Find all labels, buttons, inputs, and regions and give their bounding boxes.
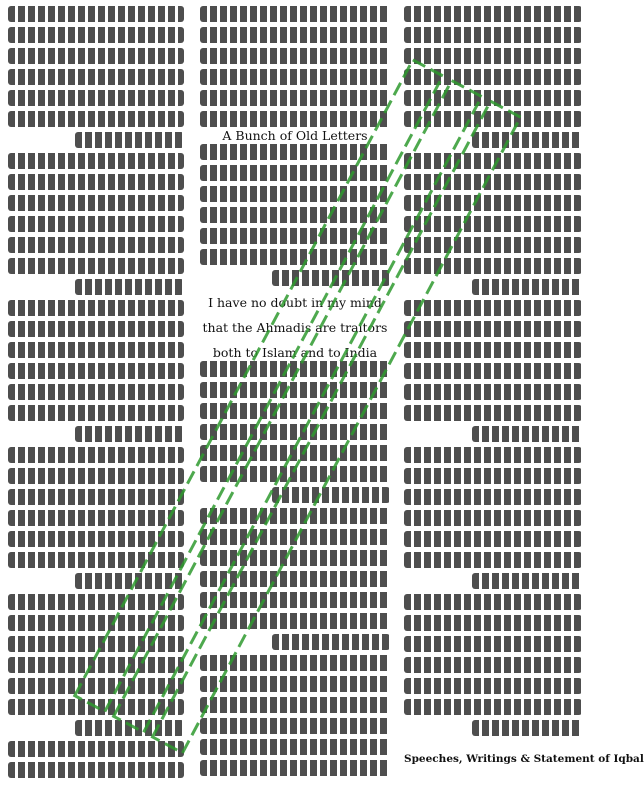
urdu-text-line: [404, 174, 582, 190]
urdu-text-line: [8, 741, 184, 757]
urdu-text-line: [8, 615, 184, 631]
urdu-text-line: [8, 90, 184, 106]
urdu-text-line: [75, 279, 184, 295]
urdu-text-line: [8, 300, 184, 316]
urdu-text-line: [404, 258, 582, 274]
urdu-text-line: [200, 249, 390, 265]
urdu-text-line: [200, 613, 390, 629]
urdu-text-line: [200, 6, 390, 22]
urdu-text-line: [75, 426, 184, 442]
urdu-text-line: [404, 699, 582, 715]
urdu-text-line: [8, 699, 184, 715]
urdu-text-line: [200, 424, 390, 440]
urdu-text-line: [200, 739, 390, 755]
urdu-text-line: [404, 489, 582, 505]
urdu-text-line: [472, 426, 582, 442]
urdu-text-line: [8, 27, 184, 43]
urdu-text-line: [200, 382, 390, 398]
urdu-text-line: [404, 300, 582, 316]
urdu-text-line: [8, 762, 184, 778]
urdu-text-lines: [200, 361, 390, 776]
urdu-text-line: [8, 216, 184, 232]
urdu-text-line: [472, 720, 582, 736]
urdu-text-line: [8, 69, 184, 85]
urdu-text-line: [200, 466, 390, 482]
urdu-text-line: [404, 237, 582, 253]
urdu-text-line: [8, 552, 184, 568]
urdu-text-line: [472, 132, 582, 148]
urdu-text-line: [8, 363, 184, 379]
urdu-text-line: [8, 489, 184, 505]
urdu-text-line: [75, 573, 184, 589]
urdu-text-line: [8, 657, 184, 673]
urdu-text-line: [404, 657, 582, 673]
urdu-text-lines: [404, 6, 582, 736]
urdu-text-line: [75, 132, 184, 148]
urdu-text-line: [404, 447, 582, 463]
urdu-text-line: [200, 676, 390, 692]
english-book-reference-wrap: [404, 752, 644, 766]
urdu-text-line: [200, 48, 390, 64]
urdu-text-line: [404, 48, 582, 64]
urdu-text-lines: [200, 144, 390, 286]
urdu-text-line: [8, 384, 184, 400]
urdu-text-line: [8, 510, 184, 526]
english-book-reference: Speeches, Writings & Statement of Iqbal: [404, 753, 644, 765]
urdu-text-line: [404, 195, 582, 211]
urdu-text-line: [8, 237, 184, 253]
urdu-text-line: [200, 718, 390, 734]
urdu-text-line: [8, 447, 184, 463]
urdu-text-line: [200, 186, 390, 202]
english-book-title: A Bunch of Old Letters: [222, 128, 368, 143]
english-quote-line-2: that the Ahmadis are traitors: [202, 320, 388, 335]
english-quote-line-1: I have no doubt in my mind: [208, 295, 382, 310]
urdu-text-line: [404, 6, 582, 22]
urdu-text-line: [404, 216, 582, 232]
urdu-text-line: [200, 361, 390, 377]
urdu-text-line: [404, 69, 582, 85]
urdu-text-line: [404, 531, 582, 547]
column-middle: [200, 6, 390, 802]
urdu-text-line: [8, 342, 184, 358]
urdu-text-lines: [8, 6, 184, 778]
column-left: [8, 6, 184, 802]
urdu-text-line: [200, 508, 390, 524]
urdu-text-line: [404, 615, 582, 631]
urdu-text-line: [8, 636, 184, 652]
urdu-text-line: [8, 468, 184, 484]
urdu-text-line: [200, 697, 390, 713]
urdu-text-line: [8, 258, 184, 274]
urdu-text-line: [200, 69, 390, 85]
urdu-text-line: [404, 510, 582, 526]
urdu-text-lines: [200, 6, 390, 127]
urdu-text-line: [200, 445, 390, 461]
urdu-text-line: [8, 594, 184, 610]
urdu-text-line: [8, 174, 184, 190]
urdu-text-line: [200, 165, 390, 181]
urdu-text-line: [404, 384, 582, 400]
urdu-text-line: [404, 678, 582, 694]
urdu-text-line: [200, 550, 390, 566]
column-right: [404, 6, 644, 802]
urdu-text-line: [200, 529, 390, 545]
urdu-text-line: [200, 207, 390, 223]
urdu-text-line: [8, 153, 184, 169]
urdu-text-line: [404, 111, 582, 127]
urdu-text-line: [8, 111, 184, 127]
urdu-text-line: [404, 594, 582, 610]
urdu-text-line: [200, 144, 390, 160]
urdu-text-line: [404, 363, 582, 379]
urdu-text-line: [404, 552, 582, 568]
urdu-text-line: [8, 6, 184, 22]
urdu-text-line: [404, 321, 582, 337]
urdu-text-line: [8, 321, 184, 337]
english-quote-line-3: both to Islam and to India: [212, 345, 378, 360]
urdu-text-line: [272, 634, 390, 650]
urdu-text-line: [404, 405, 582, 421]
urdu-text-line: [8, 678, 184, 694]
urdu-text-line: [404, 468, 582, 484]
urdu-text-line: [8, 195, 184, 211]
urdu-text-line: [200, 571, 390, 587]
urdu-text-line: [200, 228, 390, 244]
urdu-text-line: [200, 592, 390, 608]
urdu-text-line: [200, 27, 390, 43]
urdu-text-line: [200, 111, 390, 127]
urdu-text-line: [404, 342, 582, 358]
urdu-text-line: [472, 573, 582, 589]
urdu-text-line: [200, 760, 390, 776]
urdu-text-line: [200, 90, 390, 106]
urdu-text-line: [404, 27, 582, 43]
urdu-text-line: [272, 270, 390, 286]
urdu-text-line: [472, 279, 582, 295]
urdu-text-line: [272, 487, 390, 503]
urdu-text-line: [8, 405, 184, 421]
urdu-text-line: [404, 90, 582, 106]
urdu-text-line: [8, 531, 184, 547]
urdu-text-line: [75, 720, 184, 736]
urdu-text-line: [200, 655, 390, 671]
urdu-text-line: [8, 48, 184, 64]
urdu-text-line: [404, 153, 582, 169]
urdu-text-line: [404, 636, 582, 652]
urdu-text-line: [200, 403, 390, 419]
